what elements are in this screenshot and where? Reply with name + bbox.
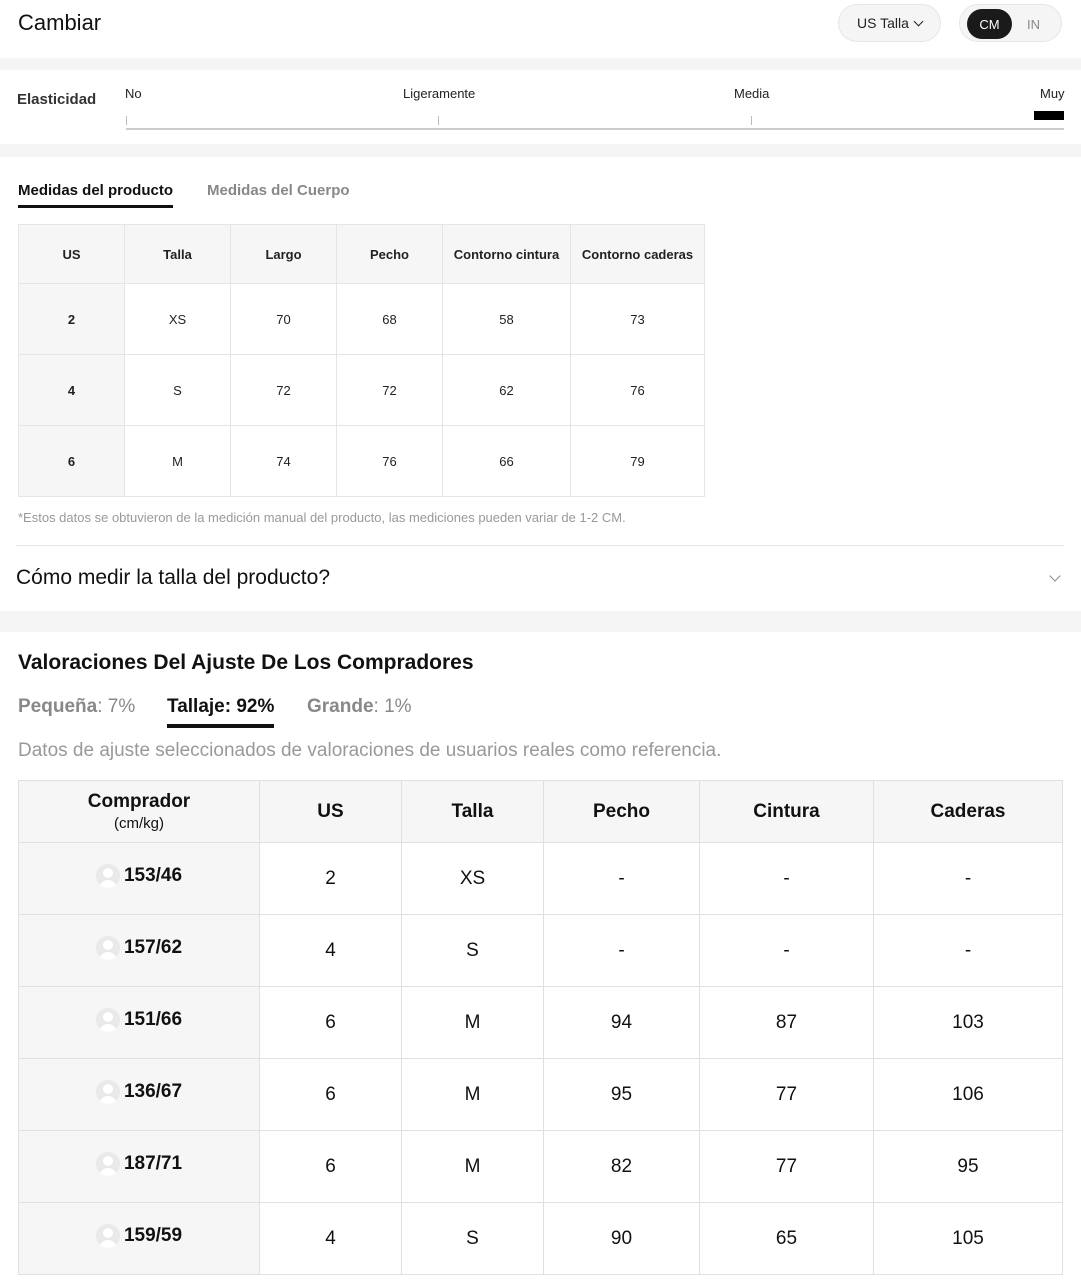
buyer-height-weight: 157/62 <box>123 936 183 958</box>
table-row <box>19 1203 1063 1275</box>
col-hips: Caderas <box>874 781 1063 843</box>
unit-in-button[interactable]: IN <box>1027 16 1040 32</box>
measurement-note: *Estos datos se obtuvieron de la medición manual del producto, las mediciones pueden variar de 1-2 CM. <box>18 510 626 525</box>
cell-size: M <box>402 1131 544 1203</box>
cell-waist: 62 <box>443 355 571 426</box>
col-waist: Contorno cintura <box>443 225 571 284</box>
chevron-down-icon[interactable] <box>1049 570 1060 581</box>
section-divider <box>0 58 1081 70</box>
elasticity-scale-line <box>126 128 1064 130</box>
fit-small-label: Pequeña <box>18 696 98 717</box>
section-divider <box>0 611 1081 632</box>
buyer-height-weight: 187/71 <box>123 1152 183 1174</box>
cell-size: S <box>402 1203 544 1275</box>
scale-tick <box>751 116 752 125</box>
col-chest: Pecho <box>544 781 700 843</box>
col-waist: Cintura <box>700 781 874 843</box>
user-avatar-icon <box>96 1152 120 1176</box>
col-buyer-label: Comprador <box>87 791 191 812</box>
table-row <box>19 426 705 497</box>
cell-chest: 95 <box>544 1059 700 1131</box>
cell-size: M <box>402 1059 544 1131</box>
col-us: US <box>260 781 402 843</box>
cell-us: 6 <box>260 1059 402 1131</box>
fit-large-value: : 1% <box>373 696 412 717</box>
tab-fit-small[interactable] <box>18 696 135 718</box>
cell-hips: 79 <box>571 426 705 497</box>
fit-description: Datos de ajuste seleccionados de valoraciones de usuarios reales como referencia. <box>18 740 722 761</box>
cell-chest: 72 <box>337 355 443 426</box>
elasticity-selected-marker <box>1034 111 1064 120</box>
cell-us: 4 <box>260 1203 402 1275</box>
cell-chest: - <box>544 915 700 987</box>
tab-fit-large[interactable] <box>307 696 412 718</box>
user-avatar-icon <box>96 936 120 960</box>
elasticity-scale-medium: Media <box>734 86 770 101</box>
cell-us: 2 <box>19 284 125 355</box>
cell-chest: 94 <box>544 987 700 1059</box>
cell-hips: - <box>874 915 1063 987</box>
cell-us: 4 <box>19 355 125 426</box>
size-system-select[interactable] <box>838 4 941 42</box>
fit-small-value: : 7% <box>97 696 136 717</box>
col-chest: Pecho <box>337 225 443 284</box>
divider <box>16 545 1064 546</box>
elasticity-label: Elasticidad <box>17 91 97 108</box>
product-measurements-table <box>18 224 705 497</box>
cell-hips: 95 <box>874 1131 1063 1203</box>
table-row <box>19 915 1063 987</box>
cell-chest: 76 <box>337 426 443 497</box>
cell-waist: 77 <box>700 1059 874 1131</box>
how-to-measure-link[interactable]: Cómo medir la talla del producto? <box>16 566 330 589</box>
cell-size: M <box>402 987 544 1059</box>
cell-us: 2 <box>260 843 402 915</box>
elasticity-section <box>0 70 1081 144</box>
cell-size: XS <box>402 843 544 915</box>
cell-waist: 87 <box>700 987 874 1059</box>
scale-tick <box>126 116 127 125</box>
cell-buyer <box>19 987 260 1059</box>
elasticity-scale-very: Muy <box>1040 86 1065 101</box>
buyer-fit-table <box>18 780 1063 1275</box>
buyer-height-weight: 151/66 <box>123 1008 183 1030</box>
unit-toggle <box>959 4 1062 42</box>
cell-hips: - <box>874 843 1063 915</box>
tab-product-measurements[interactable]: Medidas del producto <box>18 182 173 208</box>
table-row <box>19 987 1063 1059</box>
size-system-label: US Talla <box>857 15 909 31</box>
section-divider <box>0 144 1081 157</box>
buyer-height-weight: 159/59 <box>123 1224 183 1246</box>
header <box>0 0 1081 58</box>
table-row <box>19 843 1063 915</box>
cell-length: 74 <box>231 426 337 497</box>
user-avatar-icon <box>96 1080 120 1104</box>
table-row <box>19 1059 1063 1131</box>
cell-length: 70 <box>231 284 337 355</box>
table-header-row <box>19 781 1063 843</box>
cell-hips: 76 <box>571 355 705 426</box>
cell-waist: - <box>700 915 874 987</box>
col-hips: Contorno caderas <box>571 225 705 284</box>
cell-hips: 106 <box>874 1059 1063 1131</box>
cell-size: S <box>125 355 231 426</box>
scale-tick <box>438 116 439 125</box>
page-title: Cambiar <box>18 10 102 35</box>
cell-chest: 90 <box>544 1203 700 1275</box>
table-row <box>19 355 705 426</box>
fit-reviews-title: Valoraciones Del Ajuste De Los Compradores <box>18 651 474 674</box>
col-us: US <box>19 225 125 284</box>
cell-waist: 77 <box>700 1131 874 1203</box>
elasticity-scale-slight: Ligeramente <box>403 86 476 101</box>
cell-size: XS <box>125 284 231 355</box>
user-avatar-icon <box>96 1224 120 1248</box>
fit-large-label: Grande <box>307 696 374 717</box>
cell-chest: 82 <box>544 1131 700 1203</box>
buyer-height-weight: 153/46 <box>123 864 183 886</box>
cell-us: 6 <box>260 1131 402 1203</box>
elasticity-scale-no: No <box>125 86 142 101</box>
unit-cm-button[interactable]: CM <box>967 9 1012 39</box>
col-buyer <box>19 781 260 843</box>
cell-size: S <box>402 915 544 987</box>
cell-buyer <box>19 915 260 987</box>
col-buyer-unit: (cm/kg) <box>114 815 164 832</box>
table-header-row <box>19 225 705 284</box>
cell-hips: 103 <box>874 987 1063 1059</box>
cell-us: 6 <box>260 987 402 1059</box>
user-avatar-icon <box>96 1008 120 1032</box>
cell-hips: 105 <box>874 1203 1063 1275</box>
buyer-height-weight: 136/67 <box>123 1080 183 1102</box>
cell-us: 6 <box>19 426 125 497</box>
col-size: Talla <box>125 225 231 284</box>
cell-us: 4 <box>260 915 402 987</box>
col-size: Talla <box>402 781 544 843</box>
cell-buyer <box>19 843 260 915</box>
cell-waist: 58 <box>443 284 571 355</box>
cell-length: 72 <box>231 355 337 426</box>
cell-buyer <box>19 1203 260 1275</box>
chevron-down-icon <box>913 16 923 26</box>
cell-hips: 73 <box>571 284 705 355</box>
tab-fit-true[interactable]: Tallaje: 92% <box>167 696 274 728</box>
cell-waist: 65 <box>700 1203 874 1275</box>
cell-size: M <box>125 426 231 497</box>
table-row <box>19 1131 1063 1203</box>
tab-body-measurements[interactable]: Medidas del Cuerpo <box>207 182 350 199</box>
cell-chest: 68 <box>337 284 443 355</box>
cell-buyer <box>19 1131 260 1203</box>
table-row <box>19 284 705 355</box>
cell-waist: - <box>700 843 874 915</box>
cell-buyer <box>19 1059 260 1131</box>
cell-waist: 66 <box>443 426 571 497</box>
col-length: Largo <box>231 225 337 284</box>
user-avatar-icon <box>96 864 120 888</box>
cell-chest: - <box>544 843 700 915</box>
